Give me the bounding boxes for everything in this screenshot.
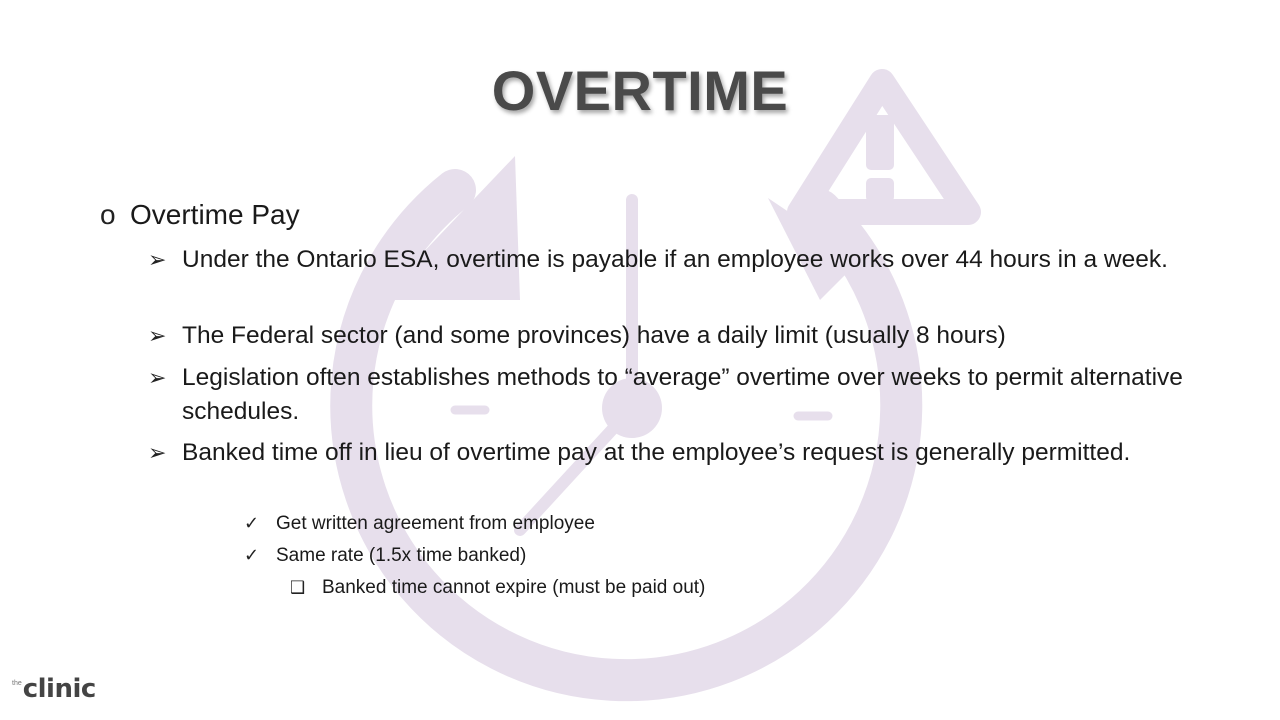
- bullet-text: The Federal sector (and some provinces) have a daily limit (usually 8 hours): [182, 322, 1006, 349]
- page-title: OVERTIME: [491, 59, 789, 122]
- arrow-bullet-icon: ➢: [148, 440, 167, 465]
- bullet-item: [148, 436, 1198, 470]
- sub-bullet-item: [244, 540, 944, 571]
- sub-sub-bullet-item: [290, 572, 990, 603]
- logo-name: clinic: [22, 674, 96, 704]
- sub-bullet-text: Get written agreement from employee: [276, 513, 595, 534]
- bullet-text: Legislation often establishes methods to “average” overtime over weeks to permit alternative schedules.: [182, 364, 1183, 425]
- arrow-bullet-icon: ➢: [148, 323, 167, 348]
- heading-text: Overtime Pay: [130, 199, 300, 230]
- bullet-item: [148, 361, 1198, 429]
- bullet-item: [148, 243, 1198, 277]
- circle-bullet-icon: o: [100, 199, 116, 230]
- checkmark-bullet-icon: ✓: [244, 545, 260, 565]
- bullet-text: Banked time off in lieu of overtime pay at the employee’s request is generally permitted.: [182, 439, 1131, 466]
- bullet-text: Under the Ontario ESA, overtime is payable if an employee works over 44 hours in a week.: [182, 246, 1168, 273]
- heading-item: [100, 196, 1000, 234]
- clinic-logo: [12, 674, 96, 704]
- square-bullet-icon: ❑: [290, 578, 306, 597]
- logo-prefix: the: [12, 680, 22, 687]
- sub-bullet-item: [244, 508, 944, 539]
- checkmark-bullet-icon: ✓: [244, 513, 260, 533]
- bullet-item: [148, 319, 1198, 353]
- arrow-bullet-icon: ➢: [148, 365, 167, 390]
- sub-bullet-text: Same rate (1.5x time banked): [276, 545, 527, 566]
- sub-sub-bullet-text: Banked time cannot expire (must be paid out): [322, 577, 706, 598]
- arrow-bullet-icon: ➢: [148, 247, 167, 272]
